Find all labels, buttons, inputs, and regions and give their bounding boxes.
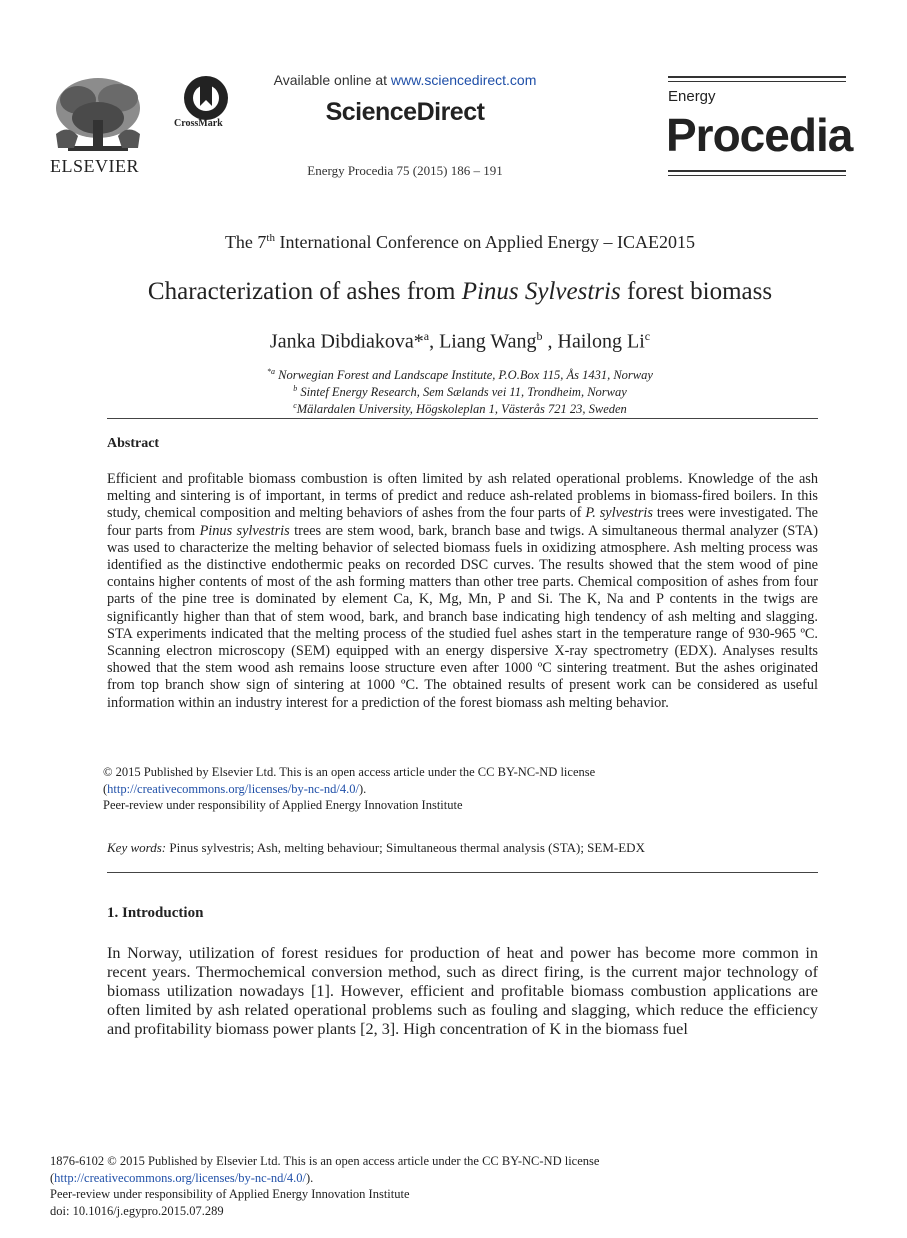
- keywords-line: [107, 840, 645, 856]
- page-footer: [50, 1153, 599, 1219]
- license-link[interactable]: http://creativecommons.org/licenses/by-nc-nd/4.0/: [107, 781, 359, 796]
- journal-logo-rule: [668, 170, 846, 172]
- peer-review-line: Peer-review under responsibility of Applied Energy Innovation Institute: [103, 798, 463, 812]
- abstract-body: Efficient and profitable biomass combustion is often limited by ash related operational problems. Knowledge of the ash melting and sintering is of important, in terms of predict and reduce ash-related problems in biomass-fired boilers. In this study, chemical composition and melting behaviors of ashes from the four parts of P. sylvestris trees were investigated. The four parts from Pinus sylvestris trees are stem wood, bark, branch base and twigs. A simultaneous thermal analyzer (STA) was used to characterize the melting behavior of selected biomass fuels in oxidizing atmosphere. Ash melting process was identified as the distinctive endothermic peaks on recorded DSC curves. The results showed that the stem wood of pine contains higher contents of most of the ash forming matters than other tree parts. Chemical composition of ashes from four parts of the pine tree is dominated by element Ca, K, Mg, Mn, P and Si. The K, Na and P contents in the twigs are significantly higher than that of stem wood, bark, and branch base indicating high tendency of ash melting and slagging. STA experiments indicated that the melting process of the studied fuel ashes start in the temperature range of 930-965 ºC. Scanning electron microscopy (SEM) equipped with an energy dispersive X-ray spectrometry (EDX). Analyses results showed that the stem wood ash remains loose structure even after 1000 ºC sintering treatment. But the ashes originated from top branch show sign of sintering at 1000 ºC. The obtained results of present work can be considered as useful information within an industry interest for a prediction of the forest biomass ash melting behavior.: [107, 471, 819, 711]
- license-url-line: (http://creativecommons.org/licenses/by-nc-nd/4.0/).: [103, 781, 367, 796]
- license-block: [103, 764, 595, 814]
- affiliation-line: $^c$Mälardalen University, Högskoleplan 1, Västerås 721 23, Sweden: [293, 401, 627, 417]
- journal-logo-rule: [668, 175, 846, 176]
- footer-license-link[interactable]: http://creativecommons.org/licenses/by-nc-nd/4.0/: [54, 1170, 306, 1185]
- paper-title: Characterization of ashes from Pinus Sylvestris forest biomass: [147, 278, 773, 305]
- journal-logo-energy: Energy: [668, 88, 716, 105]
- abstract-heading: Abstract: [107, 436, 160, 451]
- journal-logo-rule: [668, 76, 846, 78]
- author-name: , Liang Wang: [429, 330, 537, 353]
- conference-name: The 7th International Conference on Applied Energy – ICAE2015: [224, 232, 696, 252]
- doi[interactable]: doi: 10.1016/j.egypro.2015.07.289: [50, 1203, 224, 1218]
- author-name: , Hailong Li: [542, 330, 645, 353]
- available-prefix: Available online at: [273, 72, 391, 88]
- footer-peer-review-line: Peer-review under responsibility of Applied Energy Innovation Institute: [50, 1187, 410, 1201]
- sciencedirect-wordmark: ScienceDirect: [325, 98, 485, 126]
- affiliation-line: $^b$ Sintef Energy Research, Sem Sælands vei 11, Trondheim, Norway: [293, 384, 627, 400]
- license-line: © 2015 Published by Elsevier Ltd. This is an open access article under the CC BY-NC-ND license: [103, 765, 596, 779]
- affiliation-line: $^{*a}$ Norwegian Forest and Landscape Institute, P.O.Box 115, Ås 1431, Norway: [267, 367, 653, 383]
- footer-license-line: 1876-6102 © 2015 Published by Elsevier Ltd. This is an open access article under the CC BY-NC-ND license: [50, 1154, 600, 1168]
- author-name: Janka Dibdiakova*: [269, 330, 424, 353]
- keywords-text: Pinus sylvestris; Ash, melting behaviour; Simultaneous thermal analysis (STA); SEM-EDX: [166, 840, 645, 855]
- crossmark-label: CrossMark: [174, 118, 223, 129]
- divider: [107, 872, 818, 873]
- sciencedirect-link[interactable]: www.sciencedirect.com: [390, 72, 537, 88]
- journal-logo-rule: [668, 81, 846, 82]
- available-online-line: [250, 72, 560, 88]
- divider: [107, 418, 818, 419]
- journal-citation: Energy Procedia 75 (2015) 186 – 191: [307, 163, 503, 178]
- keywords-label: Key words:: [107, 840, 167, 855]
- introduction-heading: 1. Introduction: [107, 905, 204, 921]
- publisher-name: ELSEVIER: [50, 156, 139, 176]
- journal-logo-procedia: Procedia: [666, 109, 853, 161]
- introduction-body: In Norway, utilization of forest residues for production of heat and power has become more common in recent years. Thermochemical conversion method, such as direct firing, is the current major technology of biomass utilization nowadays [1]. However, efficient and profitable biomass combustion applications are often limited by ash related operational problems such as fouling and slagging, which reduce the efficiency and profitability biomass power plants [2, 3]. High concentration of K in the biomass fuel: [107, 944, 818, 1038]
- footer-url-line: (http://creativecommons.org/licenses/by-nc-nd/4.0/).: [50, 1170, 314, 1185]
- author-list: Janka Dibdiakova*$^a$, Liang Wang$^b$ , Hailong Li$^c$: [269, 329, 651, 353]
